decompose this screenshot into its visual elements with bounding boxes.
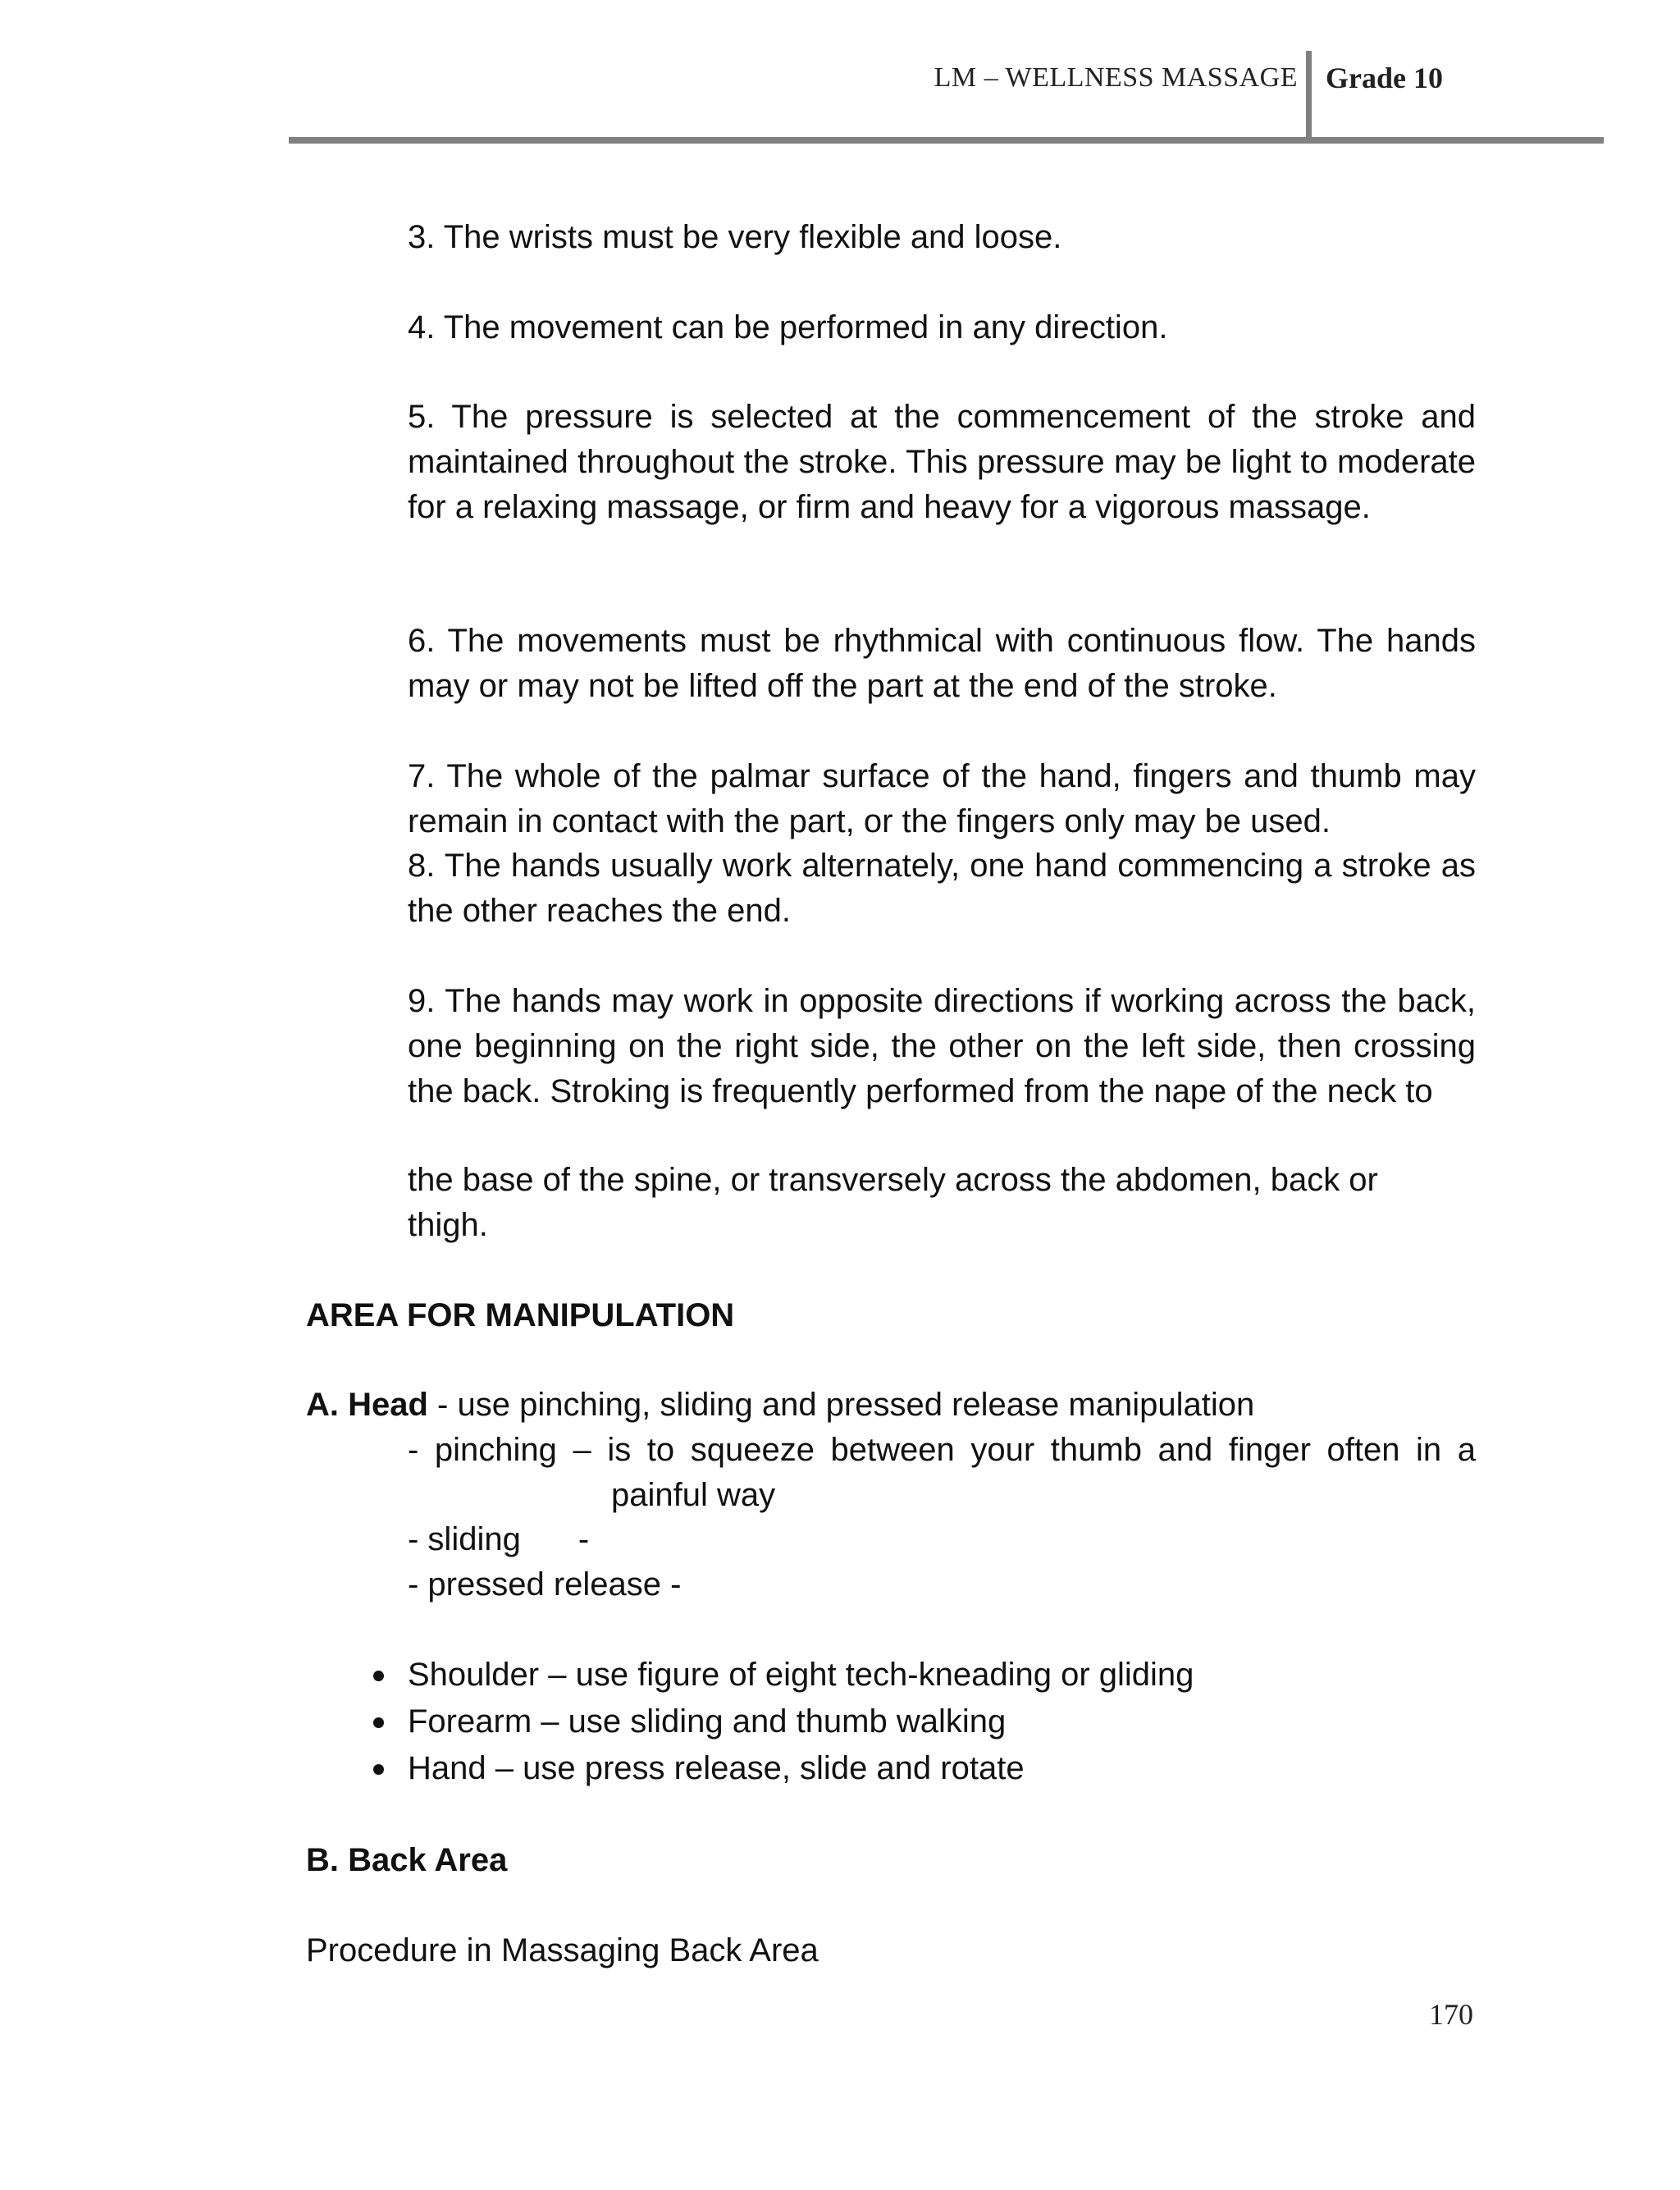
point-9-part-2: the base of the spine, or transversely across the abdomen, back or thigh.: [408, 1162, 1378, 1243]
point-6: 6. The movements must be rhythmical with continuous flow. The hands may or may not be lifted off the part at the end of the stroke.: [408, 623, 1476, 704]
page-header: [0, 0, 1680, 148]
header-divider: [1306, 51, 1312, 141]
point-7: 7. The whole of the palmar surface of the hand, fingers and thumb may remain in contact with the part, or the fingers only may be used.: [408, 758, 1476, 839]
bullet-icon: [373, 1764, 384, 1775]
page-number: 170: [1429, 1998, 1473, 2031]
bullet-icon: [373, 1671, 384, 1681]
bullet-text: Hand – use press release, slide and rotate: [408, 1750, 1025, 1786]
procedure-text: Procedure in Massaging Back Area: [306, 1932, 819, 1968]
back-area-heading: B. Back Area: [306, 1842, 508, 1878]
point-3: 3. The wrists must be very flexible and loose.: [408, 219, 1062, 255]
point-8: 8. The hands usually work alternately, one hand commencing a stroke as the other reaches the end.: [408, 848, 1476, 929]
bullet-text: Forearm – use sliding and thumb walking: [408, 1703, 1007, 1740]
header-subject: LM – WELLNESS MASSAGE: [934, 62, 1298, 93]
point-5: 5. The pressure is selected at the commencement of the stroke and maintained throughout the stroke. This pressure may be light to moderate for a relaxing massage, or firm and heavy for a vigorous massage.: [408, 399, 1476, 525]
bullet-text: Shoulder – use figure of eight tech-kneading or gliding: [408, 1657, 1194, 1693]
sliding-dash: -: [578, 1521, 590, 1557]
head-label: A. Head: [306, 1387, 428, 1423]
sliding-line: [408, 1517, 589, 1562]
area-bullet-list: [365, 1652, 1194, 1792]
point-4: 4. The movement can be performed in any direction.: [408, 309, 1168, 345]
point-9-part-1: 9. The hands may work in opposite directions if working across the back, one beginning on the right side, the other on the left side, then crossing the back. Stroking is frequently performed from the nape of the neck to: [408, 983, 1476, 1109]
list-item: [365, 1652, 1194, 1699]
sliding-label: - sliding: [408, 1521, 521, 1557]
bullet-icon: [373, 1717, 384, 1728]
pinching-line-2: painful way: [611, 1477, 776, 1513]
pressed-release-line: - pressed release -: [408, 1566, 682, 1602]
area-heading: AREA FOR MANIPULATION: [306, 1297, 735, 1333]
list-item: [365, 1745, 1194, 1792]
head-line: [306, 1383, 1479, 1428]
pinching-line-1: - pinching – is to squeeze between your thumb and finger often in a: [408, 1432, 1476, 1468]
list-item: [365, 1699, 1194, 1745]
head-text: - use pinching, sliding and pressed release manipulation: [427, 1387, 1255, 1423]
header-grade: Grade 10: [1326, 62, 1443, 94]
header-rule: [289, 137, 1604, 144]
